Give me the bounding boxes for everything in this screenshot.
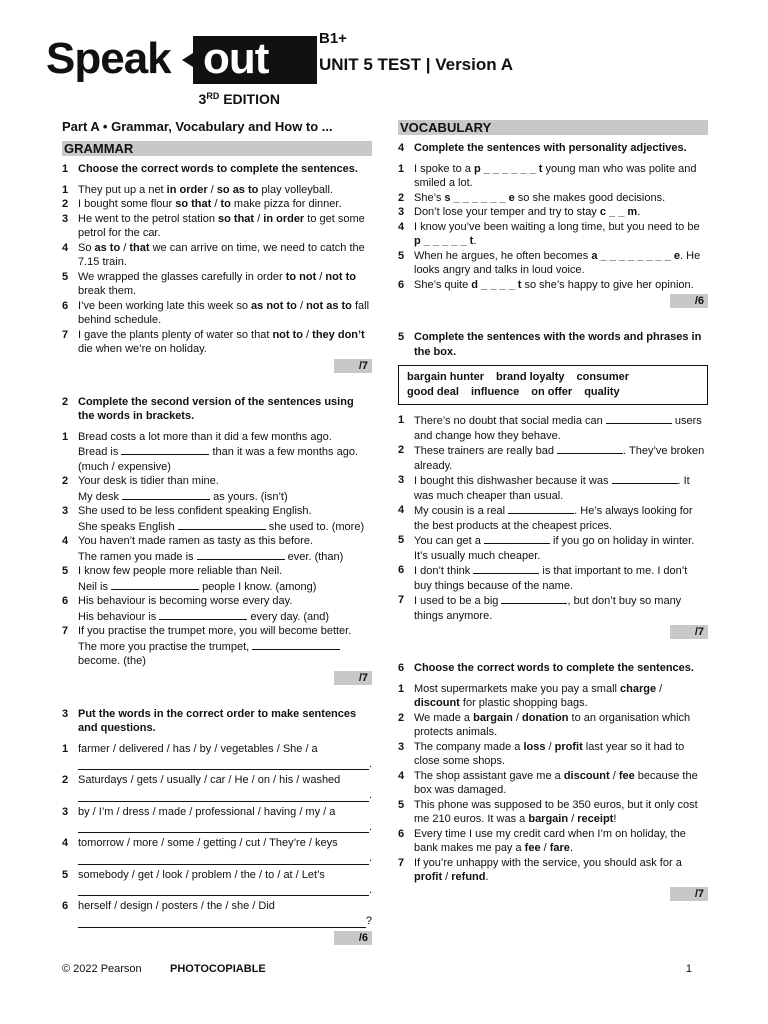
item-text: I bought this dishwasher because it was . It was much cheaper than usual. — [414, 475, 690, 502]
box-word: bargain hunter — [407, 371, 485, 383]
vocabulary-header: VOCABULARY — [398, 120, 708, 135]
box-word: brand loyalty — [496, 371, 565, 383]
item-text: by / I’m / dress / made / professional / having / my / a . — [78, 805, 372, 833]
list-item — [62, 212, 372, 241]
answer-blank[interactable] — [501, 593, 567, 604]
logo-edition: 3RD EDITION — [198, 91, 280, 107]
answer-blank[interactable] — [252, 639, 340, 650]
list-item — [398, 769, 708, 798]
list-item — [398, 827, 708, 856]
level-label: B1+ — [319, 30, 347, 47]
list-item — [398, 533, 708, 563]
item-text: I bought some flour so that / to make pizza for dinner. — [78, 198, 342, 210]
item-number: 3 — [62, 505, 69, 517]
word-box — [398, 365, 708, 405]
right-column — [398, 120, 708, 901]
item-number: 4 — [62, 837, 69, 849]
answer-blank[interactable] — [197, 549, 285, 560]
answer-line[interactable] — [78, 851, 369, 865]
box-word: quality — [584, 386, 620, 398]
item-text: Your desk is tidier than mine. My desk as yours. (isn’t) — [78, 475, 288, 503]
answer-blank[interactable] — [508, 503, 574, 514]
task-2 — [62, 395, 372, 685]
list-item — [398, 249, 708, 278]
logo-out: out — [203, 34, 269, 83]
item-text: Bread costs a lot more than it did a few months ago. Bread is than it was a few months ago. (much / expensive) — [78, 430, 359, 473]
box-word: good deal — [407, 386, 459, 398]
list-item — [62, 299, 372, 328]
item-text: I spoke to a p _ _ _ _ _ _ t young man who was polite and smiled a lot. — [414, 162, 697, 189]
score-box: /7 — [398, 625, 708, 639]
item-number: 6 — [398, 564, 405, 576]
list-item — [398, 503, 708, 533]
score-box: /6 — [398, 294, 708, 308]
item-number: 7 — [62, 328, 69, 341]
item-text: She’s s _ _ _ _ _ _ e so she makes good decisions. — [414, 191, 666, 204]
list-item — [62, 197, 372, 212]
item-text: somebody / get / look / problem / the / to / at / Let’s . — [78, 868, 372, 896]
item-text: These trainers are really bad . They’ve broken already. — [414, 445, 705, 472]
list-item — [62, 742, 372, 772]
item-text: He went to the petrol station so that / in order to get some petrol for the car. — [78, 212, 365, 239]
task-instruction: 2 Complete the second version of the sentences using the words in brackets. — [62, 395, 354, 422]
item-text: This phone was supposed to be 350 euros, but it only cost me 210 euros. It was a bargain / receipt! — [414, 798, 698, 825]
item-number: 1 — [398, 682, 405, 695]
task-5 — [398, 330, 708, 639]
answer-line[interactable] — [78, 756, 369, 770]
test-title: UNIT 5 TEST | Version A — [319, 55, 513, 74]
answer-line[interactable] — [78, 819, 369, 833]
task-instruction: 6 Choose the correct words to complete the sentences. — [398, 662, 694, 674]
item-number: 6 — [62, 900, 69, 912]
list-item — [62, 773, 372, 803]
task-instruction: 5 Complete the sentences with the words and phrases in the box. — [398, 331, 702, 358]
copyright: © 2022 Pearson — [62, 963, 142, 975]
item-number: 1 — [398, 162, 405, 175]
list-item — [398, 220, 708, 249]
item-text: She’s quite d _ _ _ _ t so she’s happy to give her opinion. — [414, 278, 694, 291]
item-text: There’s no doubt that social media can users and change how they behave. — [414, 415, 702, 442]
list-item — [398, 593, 708, 623]
item-text: She used to be less confident speaking English. She speaks English she used to. (more) — [78, 505, 365, 533]
answer-blank[interactable] — [111, 579, 199, 590]
answer-blank[interactable] — [612, 473, 678, 484]
item-text: Every time I use my credit card when I’m on holiday, the bank makes me pay a fee / fare. — [414, 827, 686, 854]
list-item — [398, 162, 708, 191]
item-text: My cousin is a real . He’s always looking for the best products at the cheapest prices. — [414, 505, 693, 532]
box-word: influence — [470, 386, 520, 398]
page-number: 1 — [685, 963, 692, 975]
list-item — [62, 241, 372, 270]
item-text: herself / design / posters / the / she / Did ? — [78, 900, 372, 927]
list-item — [398, 740, 708, 769]
task-instruction: 3 Put the words in the correct order to make sentences and questions. — [62, 707, 357, 734]
item-text: We wrapped the glasses carefully in order to not / not to break them. — [78, 270, 356, 297]
item-number: 7 — [398, 856, 405, 869]
item-text: When he argues, he often becomes a _ _ _ _ _ _ _ _ e. He looks angry and talks in loud voice. — [414, 249, 701, 276]
item-number: 2 — [398, 191, 405, 204]
item-number: 4 — [398, 220, 405, 233]
part-title: Part A • Grammar, Vocabulary and How to ... — [62, 120, 333, 134]
item-text: The company made a loss / profit last year so it had to close some shops. — [414, 740, 685, 767]
score-box: /6 — [62, 931, 372, 945]
item-number: 4 — [62, 241, 69, 254]
list-item — [62, 534, 372, 564]
item-text: You haven’t made ramen as tasty as this before. The ramen you made is ever. (than) — [78, 535, 344, 563]
item-number: 6 — [62, 299, 69, 312]
list-item — [62, 836, 372, 866]
item-number: 5 — [398, 798, 405, 811]
logo-speak: Speak — [46, 34, 171, 83]
item-number: 3 — [398, 740, 405, 753]
item-text: So as to / that we can arrive on time, we need to catch the 7.15 train. — [78, 241, 365, 268]
item-number: 3 — [398, 206, 405, 218]
answer-blank[interactable] — [473, 563, 539, 574]
item-number: 6 — [398, 827, 405, 840]
item-number: 4 — [398, 504, 405, 516]
item-number: 2 — [62, 774, 69, 786]
item-number: 4 — [398, 769, 405, 782]
item-text: They put up a net in order / so as to play volleyball. — [78, 183, 333, 196]
item-number: 2 — [62, 198, 69, 210]
score-box: /7 — [398, 887, 708, 901]
answer-line[interactable] — [78, 788, 369, 802]
item-number: 6 — [398, 278, 405, 291]
list-item — [398, 473, 708, 503]
answer-blank[interactable] — [484, 533, 550, 544]
item-number: 4 — [62, 535, 69, 547]
item-text: You can get a if you go on holiday in winter. It’s usually much cheaper. — [414, 535, 695, 562]
task-instruction: 1 Choose the correct words to complete the sentences. — [62, 163, 358, 175]
item-text: If you practise the trumpet more, you will become better. The more you practise the trumpet, become. (the) — [78, 625, 352, 667]
item-number: 5 — [398, 534, 405, 546]
item-text: I gave the plants plenty of water so that not to / they don’t die when we’re on holiday. — [78, 328, 365, 355]
list-item — [62, 624, 372, 669]
item-number: 3 — [62, 805, 69, 818]
item-text: Most supermarkets make you pay a small charge / discount for plastic shopping bags. — [414, 682, 663, 709]
list-item — [62, 868, 372, 898]
score-box: /7 — [62, 359, 372, 373]
item-number: 1 — [398, 414, 405, 426]
item-number: 5 — [62, 868, 69, 881]
task-3 — [62, 707, 372, 945]
left-column — [62, 120, 372, 945]
item-text: His behaviour is becoming worse every day. His behaviour is every day. (and) — [78, 595, 330, 623]
list-item — [62, 594, 372, 624]
list-item — [62, 270, 372, 299]
task-1 — [62, 162, 372, 373]
list-item — [398, 278, 708, 293]
box-word: on offer — [531, 386, 573, 398]
answer-blank[interactable] — [606, 413, 672, 424]
item-number: 2 — [398, 444, 405, 456]
list-item — [398, 563, 708, 593]
item-number: 7 — [62, 625, 69, 637]
speakout-logo — [46, 32, 280, 112]
list-item — [398, 682, 708, 711]
answer-blank[interactable] — [159, 609, 247, 620]
list-item — [62, 504, 372, 534]
task-6 — [398, 661, 708, 901]
item-number: 2 — [62, 475, 69, 487]
list-item — [62, 899, 372, 929]
item-text: If you’re unhappy with the service, you should ask for a profit / refund. — [414, 856, 682, 883]
item-number: 5 — [62, 565, 69, 577]
grammar-header: GRAMMAR — [62, 141, 372, 156]
list-item — [398, 443, 708, 473]
item-number: 3 — [398, 474, 405, 486]
task-instruction: 4 Complete the sentences with personality adjectives. — [398, 142, 687, 154]
list-item — [62, 564, 372, 594]
item-text: I know you’ve been waiting a long time, but you need to be p _ _ _ _ _ t. — [414, 220, 700, 247]
item-text: I’ve been working late this week so as not to / not as to fall behind schedule. — [78, 299, 370, 326]
list-item — [62, 474, 372, 504]
item-text: farmer / delivered / has / by / vegetables / She / a . — [78, 742, 372, 770]
task-4 — [398, 141, 708, 308]
list-item — [398, 856, 708, 885]
item-number: 7 — [398, 594, 405, 606]
photocopiable-label: PHOTOCOPIABLE — [170, 963, 266, 975]
item-text: Saturdays / gets / usually / car / He / on / his / washed . — [78, 774, 372, 801]
list-item — [62, 328, 372, 357]
logo-out-box — [193, 36, 317, 84]
answer-line[interactable] — [78, 882, 369, 896]
item-text: We made a bargain / donation to an organisation which protects animals. — [414, 711, 691, 738]
item-number: 2 — [398, 711, 405, 724]
list-item — [398, 711, 708, 740]
list-item — [398, 798, 708, 827]
item-number: 1 — [62, 183, 69, 196]
box-word: consumer — [576, 371, 630, 383]
item-text: Don’t lose your temper and try to stay c _ _ m. — [414, 206, 641, 218]
list-item — [62, 805, 372, 835]
list-item — [62, 430, 372, 475]
item-number: 3 — [62, 212, 69, 225]
item-number: 5 — [62, 270, 69, 283]
answer-blank[interactable] — [122, 489, 210, 500]
answer-line[interactable] — [78, 914, 366, 928]
item-number: 1 — [62, 430, 69, 443]
list-item — [398, 413, 708, 443]
item-number: 1 — [62, 742, 69, 755]
answer-blank[interactable] — [121, 444, 209, 455]
list-item — [62, 183, 372, 198]
answer-blank[interactable] — [557, 443, 623, 454]
item-number: 5 — [398, 249, 405, 262]
item-number: 6 — [62, 595, 69, 607]
score-box: /7 — [62, 671, 372, 685]
item-text: tomorrow / more / some / getting / cut / They’re / keys . — [78, 837, 372, 864]
item-text: I know few people more reliable than Neil. Neil is people I know. (among) — [78, 565, 317, 593]
answer-blank[interactable] — [178, 519, 266, 530]
item-text: I don’t think is that important to me. I don’t buy things because of the name. — [414, 565, 688, 592]
item-text: The shop assistant gave me a discount / fee because the box was damaged. — [414, 769, 698, 796]
list-item — [398, 205, 708, 220]
item-text: I used to be a big , but don’t buy so many things anymore. — [414, 595, 682, 622]
list-item — [398, 191, 708, 206]
